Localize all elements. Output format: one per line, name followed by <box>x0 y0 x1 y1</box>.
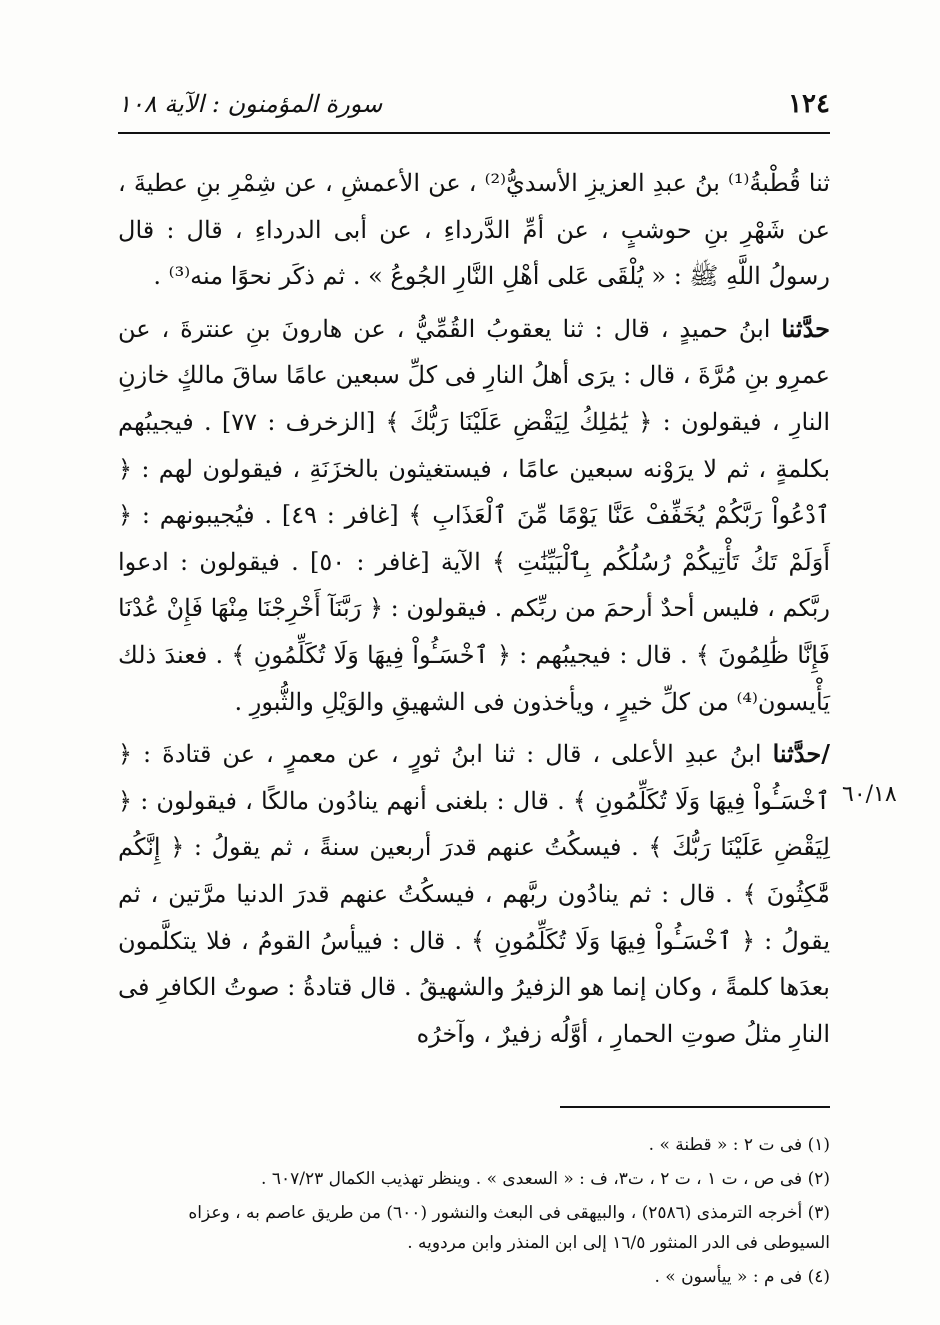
paragraph-text: ابنُ عبدِ الأعلى ، قال : ثنا ابنُ ثورٍ ، عن معمرٍ ، عن قتادةَ : ﴿ ٱخْسَـُٔواْ فِيهَا وَلَا تُكَلِّمُونِ ﴾ . قال : بلغنى أنهم ينادُون مالكًا ، فيقولون : ﴿ لِيَقْضِ عَلَيْنَا رَبُّكَ ﴾ . فيسكُتُ عنهم قدرَ أربعين سنةً ، ثم يقولُ : ﴿ إِنَّكُم مَّٰكِثُونَ ﴾ . قال : ثم ينادُون ربَّهم ، فيسكُتُ عنهم قدرَ الدنيا مرَّتين ، ثم يقولُ : ﴿ ٱخْسَـُٔواْ فِيهَا وَلَا تُكَلِّمُونِ ﴾ . قال : فييأسُ القومُ ، فلا يتكلَّمون بعدَها كلمةً ، وكان إنما هو الزفيرُ والشهيقُ . قال قتادةُ : صوتُ الكافرِ فى النارِ مثلُ صوتِ الحمارِ ، أوَّلُه زفيرٌ ، وآخرُه <box>118 740 830 1048</box>
paragraph-text: ابنُ حميدٍ ، قال : ثنا يعقوبُ القُمِّيُّ ، عن هارونَ بنِ عنترةَ ، عن عمرِو بنِ مُرَّةَ ، قال : يرَى أهلُ النارِ فى كلِّ سبعين عامًا ساقَ مالكٍ خازنِ النارِ ، فيقولون : ﴿ يَٰمَٰلِكُ لِيَقْضِ عَلَيْنَا رَبُّكَ ﴾ [الزخرف : ٧٧] . فيجيبُهم بكلمةٍ ، ثم لا يرَوْنه سبعين عامًا ، فيستغيثون بالخزَنَةِ ، فيقولون لهم : ﴿ ٱدْعُواْ رَبَّكُمْ يُخَفِّفْ عَنَّا يَوْمًا مِّنَ ٱلْعَذَابِ ﴾ [غافر : ٤٩] . فيُجيبونهم : ﴿ أَوَلَمْ تَكُ تَأْتِيكُمْ رُسُلُكُم بِٱلْبَيِّنَٰتِ ﴾ الآية [غافر : ٥٠] . فيقولون : ادعوا ربَّكم ، فليس أحدٌ أرحمَ من ربِّكم . فيقولون : ﴿ رَبَّنَآ أَخْرِجْنَا مِنْهَا فَإِنْ عُدْنَا فَإِنَّا ظَٰلِمُونَ ﴾ . قال : فيجيبُهم : ﴿ ٱخْسَـُٔواْ فِيهَا وَلَا تُكَلِّمُونِ ﴾ . فعندَ ذلك يَأْيسون⁽⁴⁾ من كلِّ خيرٍ ، ويأخذون فى الشهيقِ والوَيْلِ والثُّبورِ . <box>118 314 830 716</box>
footnote-4: (٤) فى م : « ييأسون » . <box>654 1267 830 1287</box>
paragraph-3 <box>118 731 830 1057</box>
paragraph-1 <box>118 160 830 300</box>
margin-reference: ٦٠/١٨ <box>842 782 897 807</box>
paragraph-2 <box>118 306 830 725</box>
page-header <box>118 84 830 124</box>
footnote-3: (٣) أخرجه الترمذى (٢٥٨٦) ، والبيهقى فى البعث والنشور (٦٠٠) من طريق عاصم به ، وعزاه السيوطى فى الدر المنثور ١٦/٥ إلى ابن المنذر وابن مردويه . <box>188 1203 830 1253</box>
footnote-2: (٢) فى ص ، ت ١ ، ت ٢ ، ت٣، ف : « السعدى » . وينظر تهذيب الكمال ٦٠٧/٢٣ . <box>261 1169 830 1189</box>
surah-title: سورة المؤمنون : الآية ١٠٨ <box>118 90 383 118</box>
paragraph-lead: حدَّثنا <box>781 313 830 343</box>
footnote-rule <box>560 1106 830 1108</box>
header-rule <box>118 132 830 134</box>
footnote-1: (١) فى ت ٢ : « قطنة » . <box>648 1135 830 1155</box>
page-number: ١٢٤ <box>788 89 830 119</box>
main-text <box>118 160 830 1063</box>
paragraph-text: ثنا قُطْبةُ⁽¹⁾ بنُ عبدِ العزيزِ الأسديُّ⁽²⁾ ، عن الأعمشِ ، عن شِمْرِ بنِ عطيةَ ، عن شَهْرِ بنِ حوشبٍ ، عن أمِّ الدَّرداءِ ، عن أبى الدرداءِ ، قال : قال رسولُ اللَّهِ ﷺ : « يُلْقَى عَلى أهْلِ النَّارِ الجُوعُ » . ثم ذكَر نحوًا منه⁽³⁾ . <box>118 169 831 291</box>
footnotes <box>118 1130 830 1296</box>
paragraph-lead: /حدَّثنا <box>772 739 830 769</box>
